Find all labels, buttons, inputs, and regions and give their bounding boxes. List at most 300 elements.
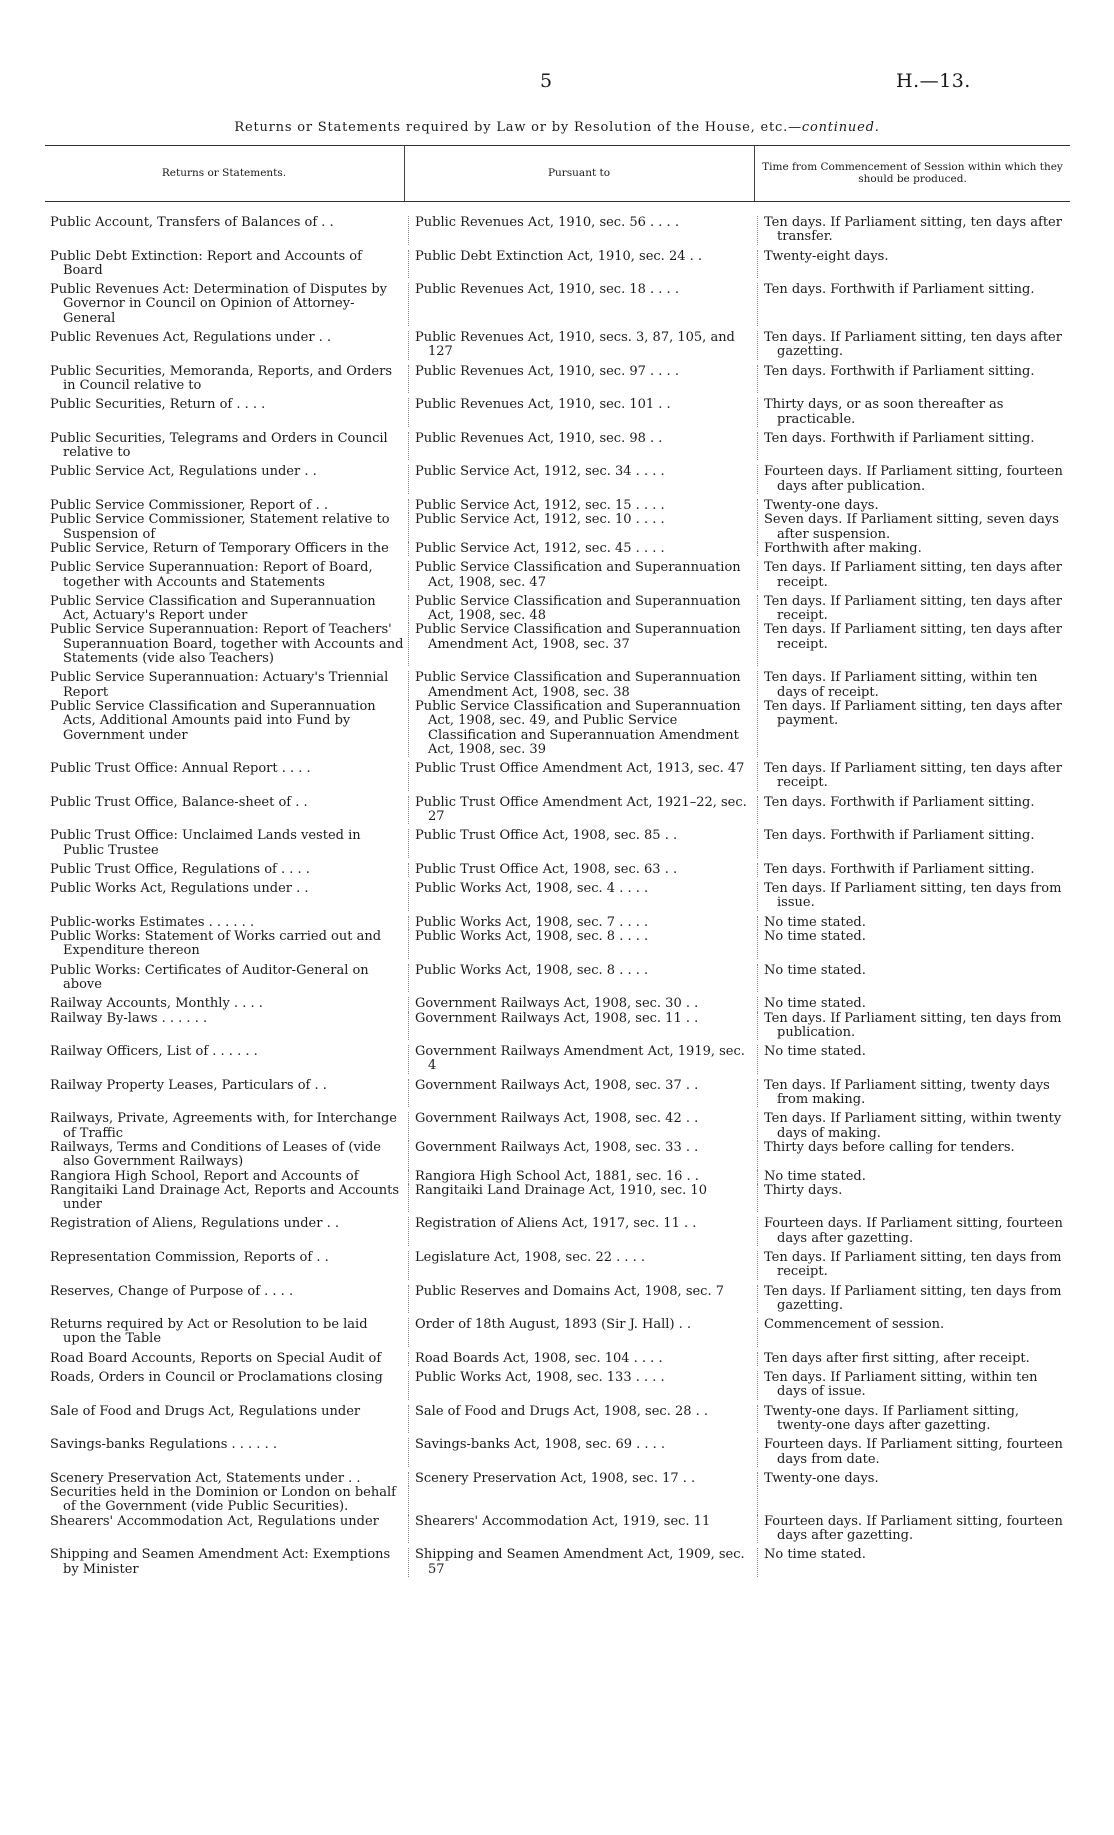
table-body — [0, 216, 1114, 1577]
cell-pursuant-text: Public Service Act, 1912, sec. 15 . . . . — [415, 498, 665, 514]
cell-time-text: Twenty-one days. — [764, 1470, 879, 1486]
cell-returns — [46, 964, 408, 993]
document-code: H.—13. — [896, 70, 971, 92]
column-header-pursuant: Pursuant to — [547, 167, 611, 179]
table-row — [46, 1405, 1114, 1434]
table-row — [46, 331, 1114, 360]
cell-returns — [46, 882, 408, 911]
cell-pursuant — [408, 1012, 757, 1041]
column-header-returns: Returns or Statements. — [161, 167, 287, 179]
cell-pursuant-text: Public Service Act, 1912, sec. 45 . . . . — [415, 540, 665, 556]
cell-time — [757, 700, 1069, 757]
cell-returns-text: Public Revenues Act, Regulations under . . — [50, 330, 332, 346]
cell-time-text: No time stated. — [764, 914, 866, 930]
cell-pursuant-text: Public Trust Office Amendment Act, 1913, sec. 47 — [415, 761, 745, 777]
cell-time — [757, 561, 1069, 590]
cell-returns-text: Savings-banks Regulations . . . . . . — [50, 1437, 277, 1453]
table-row — [46, 964, 1114, 993]
cell-time — [757, 1217, 1069, 1246]
cell-pursuant-text: Public Service Classification and Superannuation Amendment Act, 1908, sec. 37 — [415, 622, 741, 652]
cell-time-text: Ten days. Forthwith if Parliament sitting. — [764, 828, 1035, 844]
cell-pursuant — [408, 1318, 757, 1347]
table-row — [46, 1079, 1114, 1108]
table-row — [46, 595, 1114, 624]
cell-time — [757, 1141, 1069, 1170]
cell-time-text: Thirty days. — [764, 1182, 843, 1198]
table-row — [46, 465, 1114, 494]
cell-pursuant — [408, 499, 757, 513]
cell-pursuant — [408, 1371, 757, 1400]
cell-time-text: Thirty days, or as soon thereafter as practicable. — [764, 397, 1004, 427]
cell-pursuant — [408, 432, 757, 461]
cell-time — [757, 1318, 1069, 1347]
cell-time — [757, 283, 1069, 326]
cell-time — [757, 930, 1069, 959]
cell-pursuant — [408, 623, 757, 666]
cell-time-text: No time stated. — [764, 1168, 866, 1184]
cell-pursuant-text: Public Works Act, 1908, sec. 8 . . . . — [415, 929, 649, 945]
cell-time — [757, 1438, 1069, 1467]
table-row — [46, 1486, 1114, 1515]
page-number: 5 — [540, 70, 553, 92]
cell-time — [757, 595, 1069, 624]
cell-returns — [46, 1371, 408, 1400]
table-row — [46, 499, 1114, 513]
cell-returns — [46, 1405, 408, 1434]
cell-pursuant-text: Public Revenues Act, 1910, sec. 18 . . . . — [415, 282, 679, 298]
table-row — [46, 1170, 1114, 1184]
cell-returns — [46, 499, 408, 513]
table-row — [46, 762, 1114, 791]
cell-returns-text: Public Service Superannuation: Report of Teachers' Superannuation Board, together with Accounts and Statements (vide also Teachers) — [50, 622, 404, 667]
cell-returns — [46, 863, 408, 877]
cell-pursuant — [408, 250, 757, 279]
cell-time-text: Ten days. Forthwith if Parliament sitting. — [764, 430, 1035, 446]
cell-returns-text: Public Service, Return of Temporary Officers in the — [50, 540, 389, 556]
table-row — [46, 1112, 1114, 1141]
cell-returns — [46, 513, 408, 542]
cell-returns-text: Railway Officers, List of . . . . . . — [50, 1044, 258, 1060]
cell-pursuant-text: Legislature Act, 1908, sec. 22 . . . . — [415, 1250, 646, 1265]
cell-pursuant-text: Registration of Aliens Act, 1917, sec. 11 . . — [415, 1216, 697, 1232]
cell-pursuant-text: Public Revenues Act, 1910, sec. 101 . . — [415, 397, 671, 413]
table-row — [46, 1548, 1114, 1577]
cell-pursuant-text: Public Trust Office Act, 1908, sec. 63 . . — [415, 861, 678, 877]
cell-returns-text: Public Works: Certificates of Auditor-General on above — [50, 962, 369, 992]
cell-time-text: Ten days. If Parliament sitting, ten days from gazetting. — [764, 1283, 1062, 1313]
page-title-continued: continued. — [801, 120, 880, 135]
cell-pursuant-text: Road Boards Act, 1908, sec. 104 . . . . — [415, 1350, 663, 1366]
cell-time-text: Ten days. Forthwith if Parliament sitting. — [764, 794, 1035, 810]
cell-returns — [46, 829, 408, 858]
cell-returns-text: Public Service Superannuation: Report of Board, together with Accounts and Statements — [50, 560, 373, 590]
cell-pursuant-text: Public Works Act, 1908, sec. 7 . . . . — [415, 914, 649, 930]
cell-time-text: No time stated. — [764, 1547, 866, 1563]
cell-time — [757, 1184, 1069, 1213]
cell-pursuant — [408, 1438, 757, 1467]
cell-pursuant — [408, 671, 757, 700]
cell-returns-text: Public Service Act, Regulations under . . — [50, 464, 317, 480]
page-title-text: Returns or Statements required by Law or by Resolution of the House, etc.— — [234, 120, 802, 135]
cell-pursuant-text: Public Trust Office Act, 1908, sec. 85 . . — [415, 828, 678, 844]
cell-returns-text: Roads, Orders in Council or Proclamations closing — [50, 1370, 383, 1386]
cell-time-text: Ten days. If Parliament sitting, ten days from receipt. — [764, 1250, 1062, 1280]
cell-returns — [46, 1141, 408, 1170]
cell-time — [757, 1012, 1069, 1041]
cell-pursuant — [408, 964, 757, 993]
table-row — [46, 623, 1114, 666]
cell-returns-text: Public Service Commissioner, Statement relative to Suspension of — [50, 512, 390, 542]
cell-pursuant — [408, 829, 757, 858]
cell-pursuant — [408, 331, 757, 360]
cell-time-text: Ten days. Forthwith if Parliament sitting. — [764, 861, 1035, 877]
table-row — [46, 1045, 1114, 1074]
cell-time — [757, 398, 1069, 427]
cell-pursuant-text: Public Reserves and Domains Act, 1908, sec. 7 — [415, 1283, 724, 1299]
cell-time — [757, 1285, 1069, 1314]
cell-returns-text: Railways, Private, Agreements with, for Interchange of Traffic — [50, 1111, 398, 1141]
cell-returns — [46, 623, 408, 666]
cell-returns — [46, 997, 408, 1011]
cell-returns — [46, 595, 408, 624]
cell-returns — [46, 1515, 408, 1544]
cell-pursuant — [408, 1184, 757, 1213]
cell-pursuant-text: Public Works Act, 1908, sec. 8 . . . . — [415, 962, 649, 978]
cell-returns — [46, 762, 408, 791]
cell-returns — [46, 916, 408, 930]
cell-time-text: Twenty-eight days. — [764, 248, 889, 264]
cell-pursuant — [408, 1285, 757, 1314]
cell-returns-text: Public Trust Office, Regulations of . . . . — [50, 861, 310, 877]
cell-time-text: Fourteen days. If Parliament sitting, fourteen days after publication. — [764, 464, 1063, 494]
cell-time-text: Ten days. If Parliament sitting, twenty days from making. — [764, 1077, 1050, 1108]
cell-time-text: No time stated. — [764, 962, 866, 978]
cell-pursuant — [408, 398, 757, 427]
cell-returns — [46, 1045, 408, 1074]
cell-returns — [46, 671, 408, 700]
cell-returns-text: Sale of Food and Drugs Act, Regulations under — [50, 1403, 361, 1419]
cell-returns — [46, 542, 408, 556]
cell-returns — [46, 1012, 408, 1041]
cell-time — [757, 623, 1069, 666]
table-row — [46, 365, 1114, 394]
cell-pursuant-text: Government Railways Act, 1908, sec. 11 . . — [415, 1010, 699, 1026]
cell-pursuant — [408, 1472, 757, 1486]
cell-returns-text: Railway Accounts, Monthly . . . . — [50, 996, 263, 1012]
cell-returns-text: Public Revenues Act: Determination of Disputes by Governor in Council on Opinion of Attorney-General — [50, 282, 388, 326]
cell-pursuant-text: Rangitaiki Land Drainage Act, 1910, sec. 10 — [415, 1182, 707, 1198]
cell-time-text: Ten days. If Parliament sitting, ten days after receipt. — [764, 593, 1062, 624]
cell-returns-text: Public Securities, Return of . . . . — [50, 397, 266, 413]
cell-returns-text: Public Works Act, Regulations under . . — [50, 881, 309, 897]
cell-pursuant-text: Public Service Act, 1912, sec. 34 . . . . — [415, 464, 665, 480]
cell-time — [757, 499, 1069, 513]
cell-pursuant — [408, 542, 757, 556]
cell-time-text: Fourteen days. If Parliament sitting, fourteen days from date. — [764, 1437, 1063, 1467]
table-row — [46, 542, 1114, 556]
cell-time-text: Ten days. Forthwith if Parliament sitting. — [764, 363, 1035, 379]
table-row — [46, 930, 1114, 959]
cell-returns-text: Road Board Accounts, Reports on Special Audit of — [50, 1350, 382, 1366]
cell-time — [757, 1251, 1069, 1280]
cell-pursuant-text: Savings-banks Act, 1908, sec. 69 . . . . — [415, 1437, 666, 1453]
cell-pursuant-text: Government Railways Amendment Act, 1919, sec. 4 — [415, 1044, 745, 1074]
cell-returns-text: Public Securities, Memoranda, Reports, and Orders in Council relative to — [50, 363, 392, 393]
table-row — [46, 829, 1114, 858]
cell-time — [757, 542, 1069, 556]
table-row — [46, 432, 1114, 461]
cell-time-text: Ten days. If Parliament sitting, ten days after gazetting. — [764, 330, 1062, 360]
cell-returns — [46, 432, 408, 461]
cell-time — [757, 1371, 1069, 1400]
cell-pursuant — [408, 1217, 757, 1246]
cell-returns — [46, 1079, 408, 1108]
cell-pursuant — [408, 1352, 757, 1366]
cell-time — [757, 796, 1069, 825]
cell-returns-text: Railway By-laws . . . . . . — [50, 1010, 208, 1026]
cell-pursuant-text: Public Revenues Act, 1910, sec. 98 . . — [415, 430, 663, 446]
cell-returns — [46, 1486, 408, 1515]
cell-time — [757, 1486, 1069, 1515]
table-row — [46, 1472, 1114, 1486]
cell-time-text: No time stated. — [764, 996, 866, 1012]
cell-time — [757, 513, 1069, 542]
cell-time-text: Ten days. If Parliament sitting, ten days after receipt. — [764, 560, 1062, 590]
cell-time-text: Seven days. If Parliament sitting, seven days after suspension. — [764, 512, 1059, 542]
cell-time-text: No time stated. — [764, 929, 866, 945]
cell-pursuant — [408, 1251, 757, 1280]
cell-pursuant — [408, 1112, 757, 1141]
cell-returns-text: Public Trust Office: Unclaimed Lands vested in Public Trustee — [50, 828, 361, 858]
cell-returns — [46, 365, 408, 394]
cell-pursuant — [408, 365, 757, 394]
cell-time — [757, 1112, 1069, 1141]
cell-pursuant-text: Rangiora High School Act, 1881, sec. 16 . . — [415, 1168, 699, 1184]
cell-pursuant — [408, 796, 757, 825]
cell-time — [757, 997, 1069, 1011]
cell-time — [757, 465, 1069, 494]
cell-time-text: Ten days. If Parliament sitting, ten days from publication. — [764, 1010, 1062, 1040]
cell-time — [757, 1548, 1069, 1577]
cell-returns-text: Securities held in the Dominion or London on behalf of the Government (vide Public Securities). — [50, 1485, 396, 1515]
cell-time-text: Commencement of session. — [764, 1317, 945, 1333]
cell-time-text: Forthwith after making. — [764, 540, 922, 556]
cell-time — [757, 762, 1069, 791]
cell-pursuant — [408, 1079, 757, 1108]
cell-returns-text: Public Account, Transfers of Balances of . . — [50, 215, 334, 230]
cell-time — [757, 1170, 1069, 1184]
cell-returns-text: Railways, Terms and Conditions of Leases of (vide also Government Railways) — [50, 1139, 381, 1170]
cell-pursuant — [408, 762, 757, 791]
cell-time-text: Ten days. If Parliament sitting, ten days after transfer. — [764, 215, 1062, 245]
cell-time-text: Fourteen days. If Parliament sitting, fourteen days after gazetting. — [764, 1216, 1063, 1246]
table-top-rule — [45, 145, 1070, 146]
cell-time-text: Thirty days before calling for tenders. — [764, 1139, 1015, 1155]
cell-pursuant — [408, 465, 757, 494]
table-row — [46, 796, 1114, 825]
cell-pursuant — [408, 561, 757, 590]
cell-returns — [46, 1548, 408, 1577]
cell-pursuant-text: Public Trust Office Amendment Act, 1921–22, sec. 27 — [415, 794, 747, 824]
table-row — [46, 1217, 1114, 1246]
cell-returns-text: Public Trust Office: Annual Report . . . . — [50, 761, 311, 777]
cell-pursuant — [408, 1405, 757, 1434]
cell-returns — [46, 1352, 408, 1366]
cell-time-text: Ten days. If Parliament sitting, ten days after receipt. — [764, 761, 1062, 791]
cell-pursuant — [408, 700, 757, 757]
cell-returns-text: Public Trust Office, Balance-sheet of . . — [50, 794, 308, 810]
cell-pursuant-text: Public Works Act, 1908, sec. 4 . . . . — [415, 881, 649, 897]
cell-pursuant-text: Public Revenues Act, 1910, sec. 97 . . . . — [415, 363, 679, 379]
cell-time-text: Ten days. If Parliament sitting, ten days after payment. — [764, 698, 1062, 729]
cell-time-text: Ten days. If Parliament sitting, within twenty days of making. — [764, 1111, 1062, 1141]
cell-pursuant-text: Shearers' Accommodation Act, 1919, sec. 11 — [415, 1513, 711, 1529]
table-row — [46, 700, 1114, 757]
cell-pursuant — [408, 916, 757, 930]
cell-pursuant-text: Government Railways Act, 1908, sec. 30 . . — [415, 996, 699, 1012]
cell-pursuant-text: Government Railways Act, 1908, sec. 33 . . — [415, 1139, 699, 1155]
cell-pursuant — [408, 1141, 757, 1170]
cell-returns-text: Rangitaiki Land Drainage Act, Reports and Accounts under — [50, 1182, 400, 1213]
cell-time — [757, 1045, 1069, 1074]
cell-returns — [46, 796, 408, 825]
cell-pursuant-text: Public Service Classification and Superannuation Act, 1908, sec. 48 — [415, 593, 741, 624]
cell-time — [757, 964, 1069, 993]
cell-returns — [46, 1170, 408, 1184]
column-header-time: Time from Commencement of Session within which they should be produced. — [762, 161, 1063, 185]
cell-returns-text: Public Service Classification and Superannuation Acts, Additional Amounts paid into Fund by Government under — [50, 698, 376, 743]
cell-time — [757, 829, 1069, 858]
cell-time-text: Ten days. If Parliament sitting, ten days after receipt. — [764, 622, 1062, 652]
cell-returns — [46, 216, 408, 245]
cell-time — [757, 1472, 1069, 1486]
cell-returns-text: Shipping and Seamen Amendment Act: Exemptions by Minister — [50, 1547, 391, 1577]
cell-returns-text: Public Service Superannuation: Actuary's Triennial Report — [50, 670, 389, 700]
cell-time-text: No time stated. — [764, 1044, 866, 1060]
cell-pursuant-text: Shipping and Seamen Amendment Act, 1909, sec. 57 — [415, 1547, 745, 1577]
cell-returns — [46, 250, 408, 279]
table-row — [46, 863, 1114, 877]
cell-time-text: Ten days. If Parliament sitting, within ten days of receipt. — [764, 670, 1038, 700]
cell-time — [757, 671, 1069, 700]
cell-returns — [46, 1318, 408, 1347]
cell-returns-text: Railway Property Leases, Particulars of . . — [50, 1077, 327, 1093]
cell-pursuant — [408, 997, 757, 1011]
table-row — [46, 882, 1114, 911]
cell-returns — [46, 465, 408, 494]
cell-returns — [46, 1217, 408, 1246]
cell-returns — [46, 1285, 408, 1314]
cell-time-text: Ten days after first sitting, after receipt. — [764, 1350, 1030, 1366]
cell-time — [757, 331, 1069, 360]
cell-pursuant — [408, 216, 757, 245]
cell-pursuant — [408, 1045, 757, 1074]
cell-returns-text: Rangiora High School, Report and Accounts of — [50, 1168, 359, 1184]
table-row — [46, 1141, 1114, 1170]
cell-pursuant — [408, 283, 757, 326]
cell-time — [757, 432, 1069, 461]
table-row — [46, 398, 1114, 427]
cell-pursuant-text: Sale of Food and Drugs Act, 1908, sec. 28 . . — [415, 1403, 709, 1419]
cell-pursuant-text: Public Revenues Act, 1910, sec. 56 . . . . — [415, 215, 679, 230]
cell-time — [757, 863, 1069, 877]
cell-time-text: Fourteen days. If Parliament sitting, fourteen days after gazetting. — [764, 1513, 1063, 1544]
cell-returns — [46, 1184, 408, 1213]
cell-returns — [46, 331, 408, 360]
cell-returns — [46, 561, 408, 590]
table-row — [46, 250, 1114, 279]
cell-returns — [46, 1112, 408, 1141]
cell-pursuant-text: Public Works Act, 1908, sec. 133 . . . . — [415, 1370, 665, 1386]
cell-returns — [46, 1438, 408, 1467]
cell-returns — [46, 930, 408, 959]
cell-returns-text: Reserves, Change of Purpose of . . . . — [50, 1283, 294, 1299]
cell-pursuant-text: Public Service Classification and Superannuation Amendment Act, 1908, sec. 38 — [415, 670, 741, 700]
cell-pursuant — [408, 1548, 757, 1577]
cell-time — [757, 250, 1069, 279]
cell-time — [757, 1079, 1069, 1108]
cell-pursuant-text: Public Service Act, 1912, sec. 10 . . . . — [415, 512, 665, 528]
cell-returns — [46, 398, 408, 427]
table-row — [46, 671, 1114, 700]
cell-pursuant — [408, 1515, 757, 1544]
cell-time-text: Twenty-one days. If Parliament sitting, twenty-one days after gazetting. — [764, 1403, 1020, 1433]
cell-pursuant-text: Public Service Classification and Superannuation Act, 1908, sec. 49, and Public Service Classification and Superannuation Amendment Act, 1908, sec. 39 — [415, 698, 741, 757]
cell-pursuant-text: Government Railways Act, 1908, sec. 42 . . — [415, 1111, 699, 1127]
table-row — [46, 1251, 1114, 1280]
cell-pursuant-text: Government Railways Act, 1908, sec. 37 . . — [415, 1077, 699, 1093]
cell-time — [757, 1405, 1069, 1434]
cell-returns-text: Public Service Classification and Superannuation Act, Actuary's Report under — [50, 593, 376, 624]
table-row — [46, 1184, 1114, 1213]
cell-returns-text: Scenery Preservation Act, Statements under . . — [50, 1470, 361, 1486]
cell-pursuant-text: Public Debt Extinction Act, 1910, sec. 24 . . — [415, 248, 703, 264]
table-row — [46, 1352, 1114, 1366]
table-row — [46, 513, 1114, 542]
cell-pursuant — [408, 930, 757, 959]
cell-returns — [46, 700, 408, 757]
table-row — [46, 1012, 1114, 1041]
cell-returns-text: Public Works: Statement of Works carried out and Expenditure thereon — [50, 929, 382, 959]
cell-time-text: Ten days. If Parliament sitting, ten days from issue. — [764, 881, 1062, 911]
cell-pursuant-text: Order of 18th August, 1893 (Sir J. Hall) . . — [415, 1317, 692, 1333]
cell-pursuant-text: Public Service Classification and Superannuation Act, 1908, sec. 47 — [415, 560, 741, 590]
cell-returns-text: Registration of Aliens, Regulations under . . — [50, 1216, 339, 1232]
cell-time-text: Twenty-one days. — [764, 498, 879, 514]
table-row — [46, 997, 1114, 1011]
cell-time — [757, 882, 1069, 911]
cell-returns — [46, 283, 408, 326]
cell-returns — [46, 1472, 408, 1486]
cell-pursuant — [408, 595, 757, 624]
cell-pursuant — [408, 513, 757, 542]
table-row — [46, 283, 1114, 326]
cell-returns-text: Public Securities, Telegrams and Orders in Council relative to — [50, 430, 388, 461]
cell-time — [757, 916, 1069, 930]
cell-time-text: Ten days. If Parliament sitting, within ten days of issue. — [764, 1370, 1038, 1400]
table-row — [46, 216, 1114, 245]
table-row — [46, 916, 1114, 930]
cell-pursuant — [408, 882, 757, 911]
cell-time-text: Ten days. Forthwith if Parliament sitting. — [764, 282, 1035, 298]
cell-returns-text: Public-works Estimates . . . . . . — [50, 914, 255, 930]
cell-pursuant-text: Scenery Preservation Act, 1908, sec. 17 . . — [415, 1470, 696, 1486]
table-header-rule — [45, 201, 1070, 202]
cell-time — [757, 1352, 1069, 1366]
table-row — [46, 1285, 1114, 1314]
cell-returns-text: Returns required by Act or Resolution to be laid upon the Table — [50, 1317, 368, 1347]
cell-returns-text: Public Debt Extinction: Report and Accounts of Board — [50, 248, 362, 278]
